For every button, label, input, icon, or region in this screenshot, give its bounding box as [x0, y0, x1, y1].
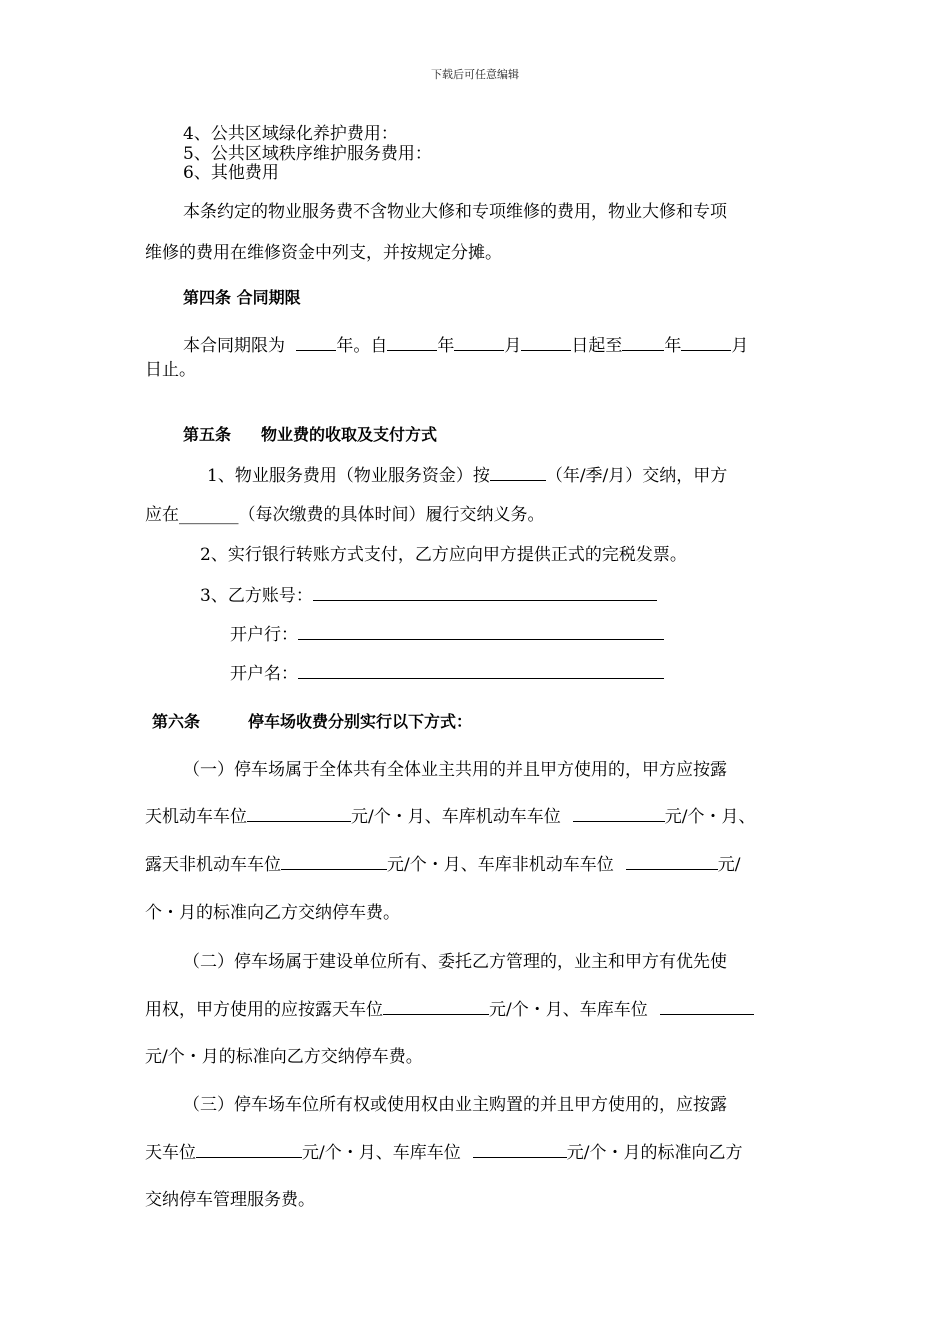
clause-three-line2: [145, 1142, 742, 1163]
clause-two-line1: （二）停车场属于建设单位所有、委托乙方管理的，业主和甲方有优先使: [183, 952, 727, 972]
term-text-4: 月: [504, 336, 522, 356]
two-outdoor-blank[interactable]: [383, 999, 489, 1015]
bank-row: [230, 624, 664, 645]
three-l2-text-c: 元/个・月的标准向乙方: [566, 1143, 743, 1163]
start-day-blank[interactable]: [521, 335, 571, 351]
end-month-blank[interactable]: [681, 335, 731, 351]
term-text-7: 月: [731, 336, 749, 356]
term-text-2: 年。自: [336, 336, 388, 356]
account-number-blank[interactable]: [313, 585, 657, 601]
clause-one-line1: （一）停车场属于全体共有全体业主共用的并且甲方使用的，甲方应按露: [183, 760, 727, 780]
clause-three-line3: 交纳停车管理服务费。: [145, 1190, 315, 1210]
three-garage-blank[interactable]: [473, 1142, 567, 1158]
item1-text-a: 1、物业服务费用（物业服务资金）按: [207, 466, 490, 486]
one-l2-text-b: 元/个・月、车库机动车车位: [351, 807, 561, 827]
article4-line-2: 日止。: [145, 360, 196, 380]
one-l3-text-c: 元/: [717, 855, 741, 875]
one-l3-text-a: 露天非机动车车位: [145, 855, 281, 875]
note-line-1: 本条约定的物业服务费不含物业大修和专项维修的费用，物业大修和专项: [183, 202, 727, 222]
item1-text-b: （年/季/月）交纳，甲方: [545, 466, 728, 486]
start-year-blank[interactable]: [387, 335, 437, 351]
page-header: 下载后可任意编辑: [431, 68, 519, 81]
term-years-blank[interactable]: [296, 335, 336, 351]
one-l3-text-b: 元/个・月、车库非机动车车位: [387, 855, 614, 875]
clause-two-line3: 元/个・月的标准向乙方交纳停车费。: [145, 1047, 423, 1067]
end-year-blank[interactable]: [622, 335, 664, 351]
bank-blank[interactable]: [298, 624, 664, 640]
article5-title: 物业费的收取及支付方式: [261, 425, 438, 444]
article5-item1-line1: [207, 465, 727, 486]
bank-label: 开户行：: [230, 625, 298, 645]
article5-item2: 2、实行银行转账方式支付，乙方应向甲方提供正式的完税发票。: [200, 545, 687, 565]
two-garage-blank[interactable]: [660, 999, 754, 1015]
garage-nonmotor-blank[interactable]: [626, 854, 718, 870]
clause-one-line2: [145, 806, 755, 827]
article5-heading: [183, 425, 437, 445]
outdoor-nonmotor-blank[interactable]: [281, 854, 387, 870]
article6-title: 停车场收费分别实行以下方式：: [248, 712, 473, 731]
note-line-2: 维修的费用在维修资金中列支，并按规定分摊。: [145, 243, 502, 263]
fee-item-4: 4、公共区域绿化养护费用：: [183, 124, 398, 144]
start-month-blank[interactable]: [454, 335, 504, 351]
account-name-blank[interactable]: [298, 663, 664, 679]
article5-item1-line2: 应在_______（每次缴费的具体时间）履行交纳义务。: [145, 505, 545, 525]
article4-heading: 第四条 合同期限: [183, 288, 301, 307]
term-text-6: 年: [664, 336, 682, 356]
account-name-row: [230, 663, 664, 684]
three-outdoor-blank[interactable]: [196, 1142, 302, 1158]
term-text-1: 本合同期限为: [183, 336, 285, 356]
term-text-3: 年: [437, 336, 455, 356]
fee-item-6: 6、其他费用: [183, 163, 279, 183]
two-l2-text-b: 元/个・月、车库车位: [489, 1000, 648, 1020]
article6-number: 第六条: [152, 712, 201, 731]
account-row: [200, 585, 657, 606]
three-l2-text-b: 元/个・月、车库车位: [302, 1143, 461, 1163]
outdoor-motor-blank[interactable]: [247, 806, 351, 822]
one-l2-text-a: 天机动车车位: [145, 807, 247, 827]
two-l2-text-a: 用权，甲方使用的应按露天车位: [145, 1000, 383, 1020]
garage-motor-blank[interactable]: [573, 806, 665, 822]
clause-one-line4: 个・月的标准向乙方交纳停车费。: [145, 903, 400, 923]
payment-period-blank[interactable]: [490, 465, 546, 481]
three-l2-text-a: 天车位: [145, 1143, 196, 1163]
account-label: 3、乙方账号：: [200, 586, 313, 606]
clause-three-line1: （三）停车场车位所有权或使用权由业主购置的并且甲方使用的，应按露: [183, 1095, 727, 1115]
clause-two-line2: [145, 999, 754, 1020]
article6-heading: [152, 712, 472, 732]
account-name-label: 开户名：: [230, 664, 298, 684]
clause-one-line3: [145, 854, 740, 875]
fee-item-5: 5、公共区域秩序维护服务费用：: [183, 144, 432, 164]
article4-term-line: [183, 335, 748, 356]
article5-number: 第五条: [183, 425, 232, 444]
term-text-5: 日起至: [571, 336, 623, 356]
one-l2-text-c: 元/个・月、: [664, 807, 756, 827]
